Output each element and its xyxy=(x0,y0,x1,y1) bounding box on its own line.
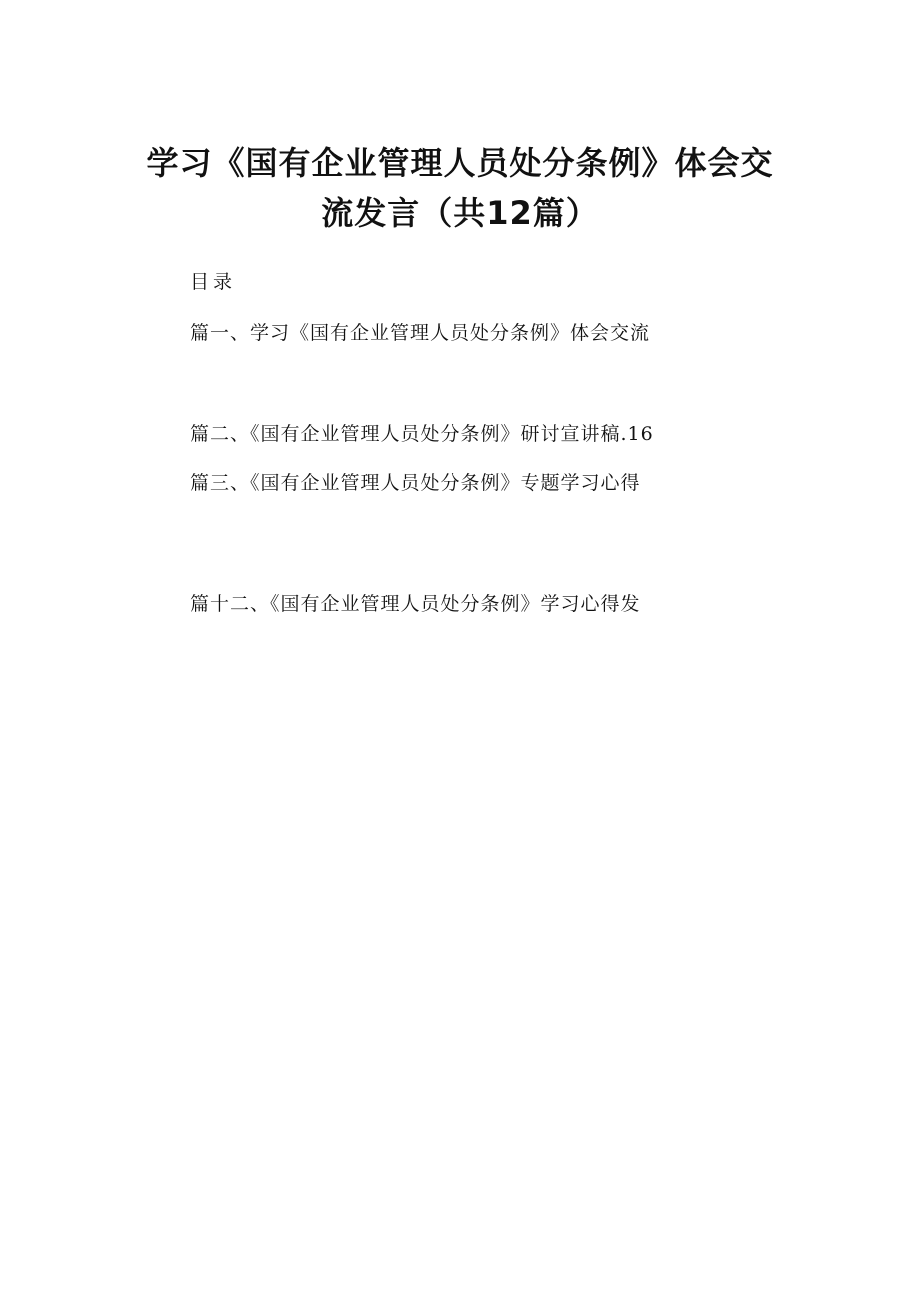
document-title xyxy=(120,138,800,238)
toc-heading: 目录 xyxy=(190,271,237,293)
toc-item-chapter-1[interactable]: 篇一、学习《国有企业管理人员处分条例》体会交流 xyxy=(190,322,651,344)
document-title-line-1: 学习《国有企业管理人员处分条例》体会交 xyxy=(146,144,774,182)
document-title-line-2: 流发言（共12篇） xyxy=(321,194,599,232)
toc-item-chapter-12[interactable]: 篇十二、《国有企业管理人员处分条例》学习心得发 xyxy=(190,593,641,615)
toc-item-chapter-3[interactable]: 篇三、《国有企业管理人员处分条例》专题学习心得 xyxy=(190,472,641,494)
toc-item-chapter-2[interactable]: 篇二、《国有企业管理人员处分条例》研讨宣讲稿.16 xyxy=(190,423,654,445)
